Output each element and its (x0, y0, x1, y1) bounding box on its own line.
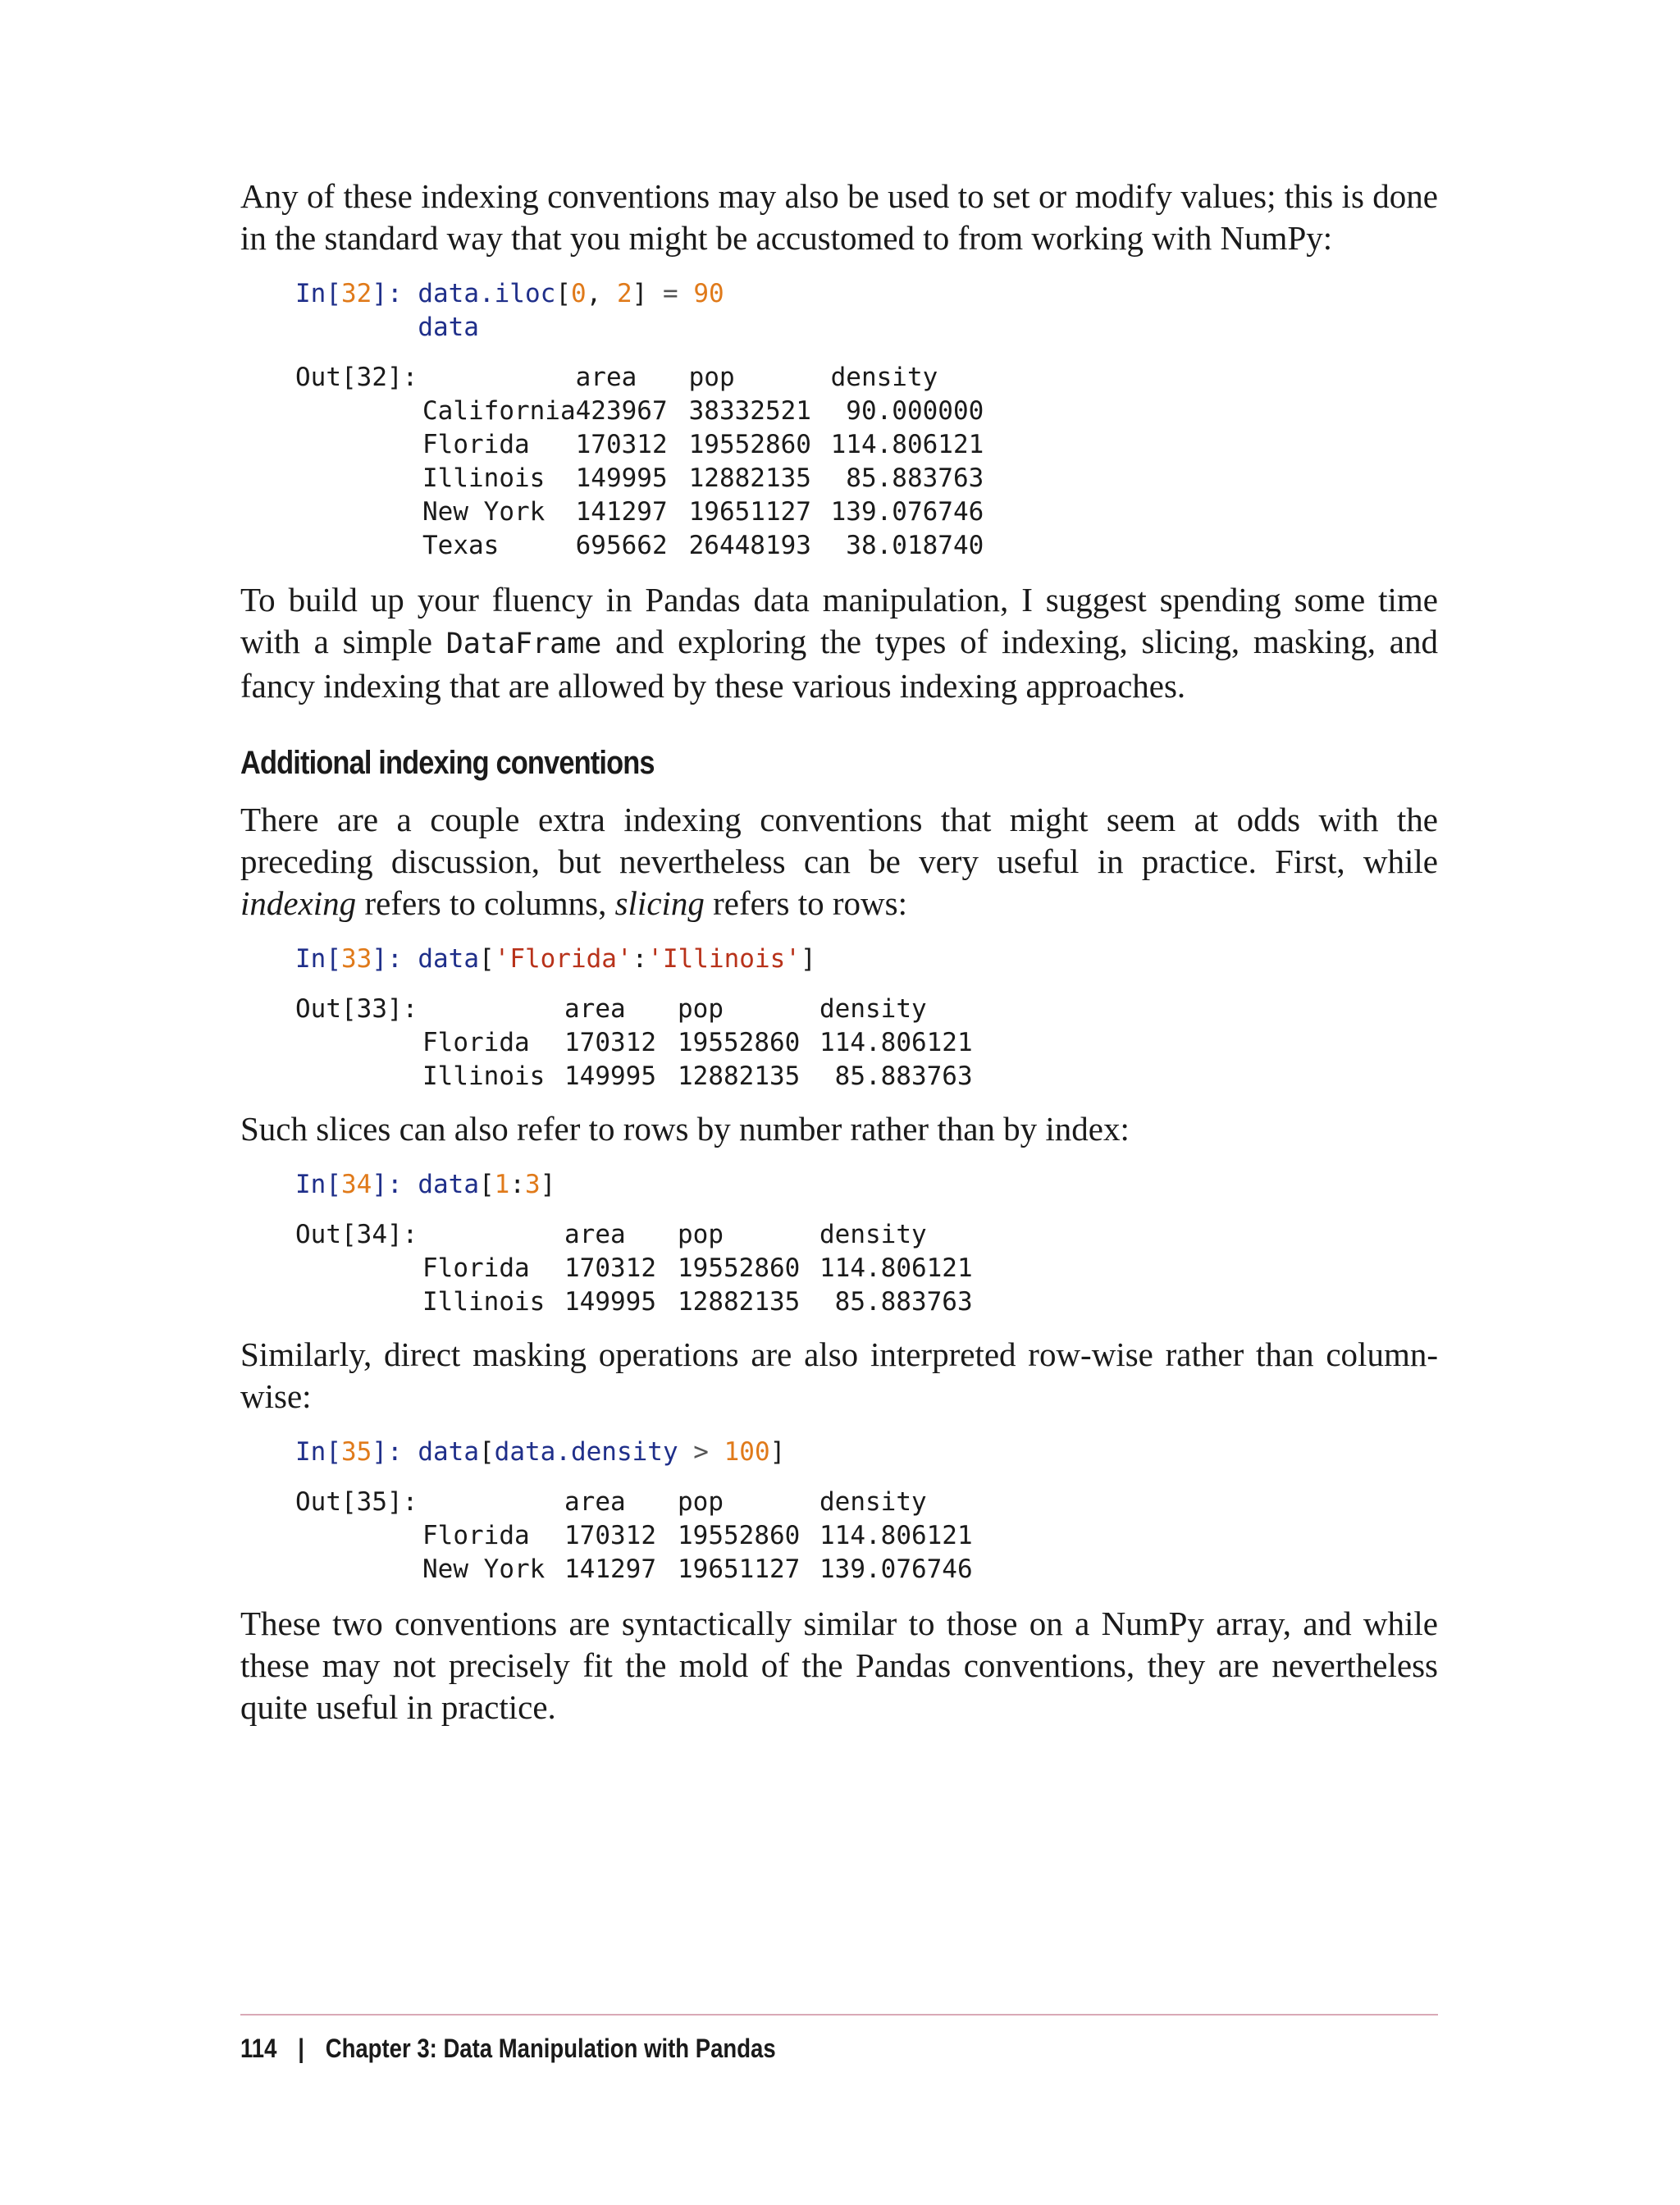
in-prompt: In[32]: (295, 279, 418, 308)
cell: 19651127 (688, 497, 811, 527)
row-index: Florida (422, 430, 530, 459)
paragraph-conclusion: These two conventions are syntactically similar to those on a NumPy array, and while these may not precisely fit the mold of the Pandas conventions, they are nevertheless quite useful in practice. (240, 1605, 1438, 1726)
row-index: New York (422, 497, 546, 527)
table-row (422, 428, 984, 462)
cell: 19552860 (678, 1521, 801, 1550)
emphasis: slicing (614, 884, 705, 922)
cell: 12882135 (688, 463, 811, 493)
code-token: 2 (616, 279, 632, 308)
column-header: density (819, 1220, 927, 1249)
cell: 149995 (564, 1287, 656, 1317)
text-run: There are a couple extra indexing conventions that might seem at odds with the preceding discussion, but nevertheless can be very useful in practice. First, while (240, 801, 1438, 880)
code-input-35: In[35]: data[data.density > 100] (295, 1437, 786, 1467)
code-token: data (418, 1437, 479, 1467)
cell: 170312 (575, 430, 668, 459)
table-row (422, 529, 984, 563)
table-row (422, 1285, 973, 1319)
cell: 149995 (564, 1061, 656, 1091)
output-35 (295, 1486, 1438, 1586)
code-token: 'Florida' (494, 944, 632, 974)
column-header: pop (678, 1220, 724, 1249)
table-header-row (422, 993, 973, 1026)
table-row (422, 495, 984, 529)
cell: 114.806121 (819, 1028, 973, 1057)
code-token: 'Illinois' (647, 944, 801, 974)
page-footer (240, 2014, 1438, 2064)
output-table-33 (422, 993, 973, 1093)
cell: 170312 (564, 1028, 656, 1057)
row-index: Illinois (422, 463, 546, 493)
out-prompt: Out[35]: (295, 1487, 418, 1517)
paragraph-masking: Similarly, direct masking operations are also interpreted row-wise rather than column-wise: (240, 1335, 1438, 1415)
cell: 12882135 (678, 1287, 801, 1317)
code-token: 90 (693, 279, 724, 308)
paragraph-intro: Any of these indexing conventions may also be used to set or modify values; this is done in the standard way that you might be accustomed to from working with NumPy: (240, 177, 1438, 257)
cell: 139.076746 (830, 497, 984, 527)
code-token: data.density (494, 1437, 678, 1467)
row-index: Florida (422, 1253, 530, 1283)
column-header: density (819, 994, 927, 1024)
paragraph-conventions (240, 799, 1438, 924)
in-prompt: In[35]: (295, 1437, 418, 1467)
cell: 85.883763 (834, 1061, 973, 1091)
cell: 19552860 (688, 430, 811, 459)
text-run: refers to rows: (704, 884, 907, 922)
table-row (422, 462, 984, 495)
paragraph-slices: Such slices can also refer to rows by number rather than by index: (240, 1110, 1130, 1148)
column-header: area (564, 994, 626, 1024)
row-index: California (422, 396, 576, 426)
column-header: density (830, 363, 938, 392)
output-table-34 (422, 1218, 973, 1319)
row-index: Florida (422, 1521, 530, 1550)
out-prompt: Out[34]: (295, 1220, 418, 1249)
table-row (422, 1026, 973, 1060)
code-token: data (418, 1170, 479, 1199)
column-header: pop (678, 994, 724, 1024)
row-index: Florida (422, 1028, 530, 1057)
output-34 (295, 1218, 1438, 1319)
page-body (240, 176, 1438, 1728)
text-run: refers to columns, (356, 884, 615, 922)
column-header: area (564, 1487, 626, 1517)
inline-code: DataFrame (445, 628, 602, 660)
output-33 (295, 993, 1438, 1093)
cell: 114.806121 (819, 1521, 973, 1550)
row-index: Illinois (422, 1061, 546, 1091)
row-index: Texas (422, 531, 500, 560)
paragraph-fluency (240, 579, 1438, 707)
cell: 423967 (575, 396, 668, 426)
column-header: area (575, 363, 637, 392)
output-table-35 (422, 1486, 973, 1586)
in-prompt: In[33]: (295, 944, 418, 974)
output-table-32 (422, 361, 984, 563)
cell: 695662 (575, 531, 668, 560)
code-input-32: In[32]: data.iloc[0, 2] = 90 data (295, 279, 724, 342)
emphasis: indexing (240, 884, 357, 922)
cell: 85.883763 (846, 463, 984, 493)
cell: 141297 (575, 497, 668, 527)
out-prompt: Out[33]: (295, 994, 418, 1024)
cell: 85.883763 (834, 1287, 973, 1317)
row-index: Illinois (422, 1287, 546, 1317)
cell: 141297 (564, 1554, 656, 1584)
code-token: 0 (570, 279, 587, 308)
text-run: and exploring the types of indexing, slicing, masking, and fancy indexing that are allowed by these various indexing approaches. (240, 623, 1438, 705)
code-input-33: In[33]: data['Florida':'Illinois'] (295, 944, 816, 974)
table-header-row (422, 1486, 973, 1519)
code-token: data.iloc (418, 279, 556, 308)
cell: 114.806121 (830, 430, 984, 459)
cell: 170312 (564, 1253, 656, 1283)
code-token: 3 (525, 1170, 541, 1199)
column-header: area (564, 1220, 626, 1249)
cell: 114.806121 (819, 1253, 973, 1283)
text-run: To build up your fluency in Pandas data manipulation, I suggest spending some time with a simple (240, 581, 1438, 660)
table-row (422, 1519, 973, 1553)
out-prompt: Out[32]: (295, 363, 418, 392)
code-input-34: In[34]: data[1:3] (295, 1170, 556, 1199)
table-row (422, 395, 984, 428)
table-header-row (422, 361, 984, 395)
page-number: 114 (240, 2034, 277, 2063)
cell: 19552860 (678, 1253, 801, 1283)
code-token: 1 (494, 1170, 510, 1199)
cell: 26448193 (688, 531, 811, 560)
code-token: > (693, 1437, 709, 1467)
footer-separator: | (298, 2034, 304, 2063)
cell: 170312 (564, 1521, 656, 1550)
table-row (422, 1060, 973, 1093)
cell: 12882135 (678, 1061, 801, 1091)
table-header-row (422, 1218, 973, 1252)
in-prompt: In[34]: (295, 1170, 418, 1199)
code-token: 100 (724, 1437, 770, 1467)
code-token: data (418, 944, 479, 974)
cell: 38.018740 (846, 531, 984, 560)
cell: 38332521 (688, 396, 811, 426)
output-32 (295, 361, 1438, 563)
cell: 139.076746 (819, 1554, 973, 1584)
section-heading: Additional indexing conventions (240, 745, 655, 781)
column-header: pop (678, 1487, 724, 1517)
column-header: density (819, 1487, 927, 1517)
cell: 149995 (575, 463, 668, 493)
table-row (422, 1252, 973, 1285)
table-row (422, 1553, 973, 1586)
row-index: New York (422, 1554, 546, 1584)
cell: 19552860 (678, 1028, 801, 1057)
column-header: pop (688, 363, 735, 392)
cell: 19651127 (678, 1554, 801, 1584)
cell: 90.000000 (846, 396, 984, 426)
chapter-title: Chapter 3: Data Manipulation with Pandas (325, 2034, 776, 2063)
code-token: data (418, 313, 479, 342)
